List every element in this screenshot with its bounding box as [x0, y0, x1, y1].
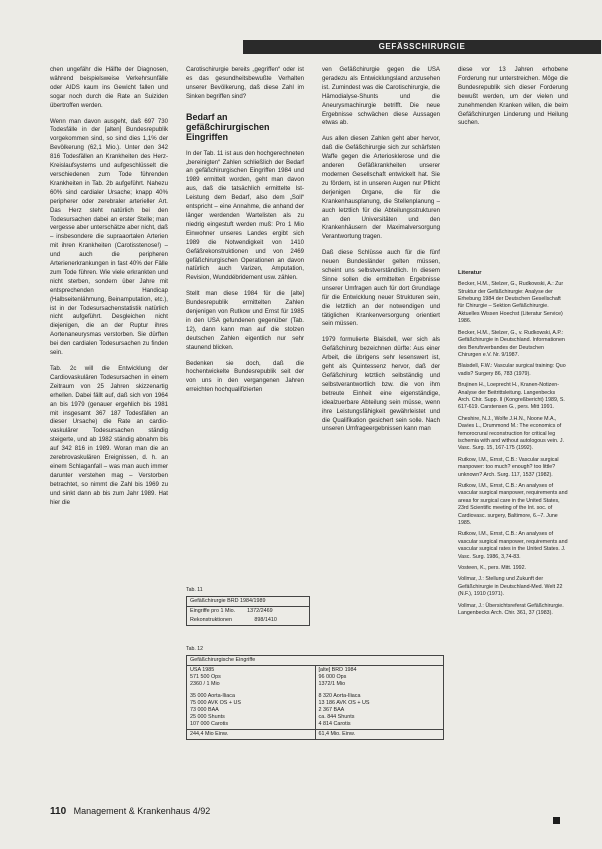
- table-cell: [315, 666, 444, 729]
- text-column-3: [322, 66, 440, 441]
- paragraph: ven Gefäßchirurgie gegen die USA geradezu als Entwicklungsland anzusehen ist. Zumindest was die Carotischirurgie, die Hämodialyse-Shunts und die Aneurysmachirurgie betrifft. Die neue Ergebnisse schwächen diese Aussagen etwas ab.: [322, 66, 440, 127]
- cell-line: ca. 844 Shunts: [318, 714, 355, 720]
- section-header-bar: [243, 40, 601, 54]
- reference-item: Brujinen H., Loeprecht H., Kranen-Notizen-Analyse der Beitrittsleitung. Langenbecks Arch. Chir. Supp. II (Kongreßbericht) 1989, S. 617-619. Carstensen G., pers. Mitt 1991.: [458, 382, 565, 411]
- table-box: [186, 655, 444, 740]
- end-of-article-mark: [553, 817, 560, 824]
- cell-line: 2360 / 1 Mio: [190, 681, 220, 687]
- table-cell: 61,4 Mio. Einw.: [315, 730, 444, 739]
- table-header: Gefäßchirurgische Eingriffe: [187, 656, 443, 666]
- table-row: [187, 729, 443, 739]
- table-label: Tab. 12: [186, 646, 204, 652]
- reference-item: Vollmar, J.: Übersichtsreferat Gefäßchirurgie. Langenbecks Arch. Chir. 361, 37 (1983).: [458, 602, 564, 617]
- spacer: [458, 135, 568, 263]
- paragraph: In der Tab. 11 ist aus den hochgerechneten „bereinigten“ Zahlen schließlich der Bedarf an gefäßchirurgischen Eingriffen 1984 und 1989 ermittelt worden, geht man davon aus, daß die tatsächlich ermittelte Ist-Leistung dem Bedarf, also dem „Soll“ entspricht – eine Annahme, die anhand der länger werdenden Wartelisten als zu niedrig eingestuft werden muß: Pro 1 Mio Einwohner unseres Landes ergibt sich 1989 die Notwendigkeit von 1410 Gefäßrekonstruktionen und von 2469 gefäßchirurgischen Operationen an davon natürlich auch Varizen, Amputation, Revision, Wunddébridement usw. zählen.: [186, 149, 304, 282]
- text-column-2: [186, 66, 304, 402]
- page-footer: [50, 806, 210, 817]
- reference-item: Cheshire, N.J., Wolfe J.H.N., Noone M.A., Davies L., Drummond M.: The economics of femorocrural reconstruction for critical leg ischemia with and without autologous vein. J. Vasc. Surg. 15, 167-175 (1992).: [458, 415, 564, 452]
- paragraph: Wenn man davon ausgeht, daß 697 730 Todesfälle in der [alten] Bundesrepublik vorgekommen sind, so sind dies 1,1% der Bevölkerung (62,1 Mio.). Unter den 342 816 Todesfällen an Krankheiten des Herz-Kreislaufsystems und aufgeschlüsselt die verschiedenen zum Tode führenden Krankheiten in Tab. 2b aufgeführt. Nahezu 60% sind cardialer Ursache; knapp 40% peripherer oder zerebraler arterieller Art. Das Herz steht natürlich bei den Todesursachen dabei an erster Stelle; man vergesse aber unterschätze aber nicht, daß – insbesondere die supraaortalen Arterien mit ihren Krankheiten (Carotisstenose!) – und auch die peripheren Arterienerkrankungen in fast 40% der Fälle zum Tode führen. Wie viele erkrankten und nicht sterben, sondern über Jahre mit entsprechenden Handicap (Halbseitenlähmung, Beinamputation, etc.), ist in der Todesursachenstatistik natürlich nicht aufgeführt. Desgleichen nicht diejenigen, die an der Ruptur ihres Aortenaneurysmas verstorben. Sie dürften bei den cardialen Todesursachen zu finden sein.: [50, 117, 168, 357]
- table-cell: 244,4 Mio Einw.: [190, 731, 229, 737]
- cell-line: 4 814 Carotis: [318, 721, 351, 727]
- cell-line: USA 1985: [190, 667, 215, 673]
- section-title: GEFÄSSCHIRURGIE: [378, 42, 466, 51]
- cell-line: 73 000 BAA: [190, 707, 219, 713]
- cell-line: 8 320 Aorta-Iliaca: [318, 693, 361, 699]
- paragraph: Carotischirurgie bereits „gegriffen“ oder ist es das gesundheitsbewußte Verhalten unserer Bevölkerung, daß diese Zahl im Sinken begriffen sind?: [186, 66, 304, 100]
- reference-item: Blaisdell, F.W.: Vascular surgical training: Quo vadis? Surgery 86, 783 (1979).: [458, 363, 566, 377]
- literature-section: [458, 269, 568, 617]
- reference-item: Rutkow, I.M., Ernst, C.B.: Vascular surgical manpower: too much? enough? too little? unknown? Arch. Surg. 117, 1537 (1982).: [458, 456, 559, 478]
- cell-line: [alte] BRD 1984: [318, 667, 357, 673]
- cell-line: 13 186 AVK OS + US: [318, 700, 370, 706]
- table-cell: [187, 666, 315, 729]
- text-column-4: [458, 66, 568, 622]
- table-row: Rekonstruktionen 898/1410: [190, 617, 277, 623]
- reference-item: Becker, H.M., Stelzer, G., v. Rudkowski, A.P.: Gefäßchirurgie in Deutschland. Informationen des Berufsverbandes der Deutschen Chirurgen e.V. Nr. 9/1987.: [458, 329, 565, 358]
- paragraph: Stellt man diese 1984 für die [alte] Bundesrepublik ermittelten Zahlen denjenigen von Rutkow und Ernst für 1985 in den USA gefundenen gegenüber (Tab. 12), dann kann man auf die stolzen deutschen Zahlen eigentlich nur sehr staunend blicken.: [186, 290, 304, 351]
- table-box: [186, 596, 310, 626]
- table-header: Gefäßchirurgie BRD 1984/1989: [187, 597, 309, 607]
- table-row: Eingriffe pro 1 Mio. 1372/2469: [190, 608, 273, 614]
- table-row: [187, 666, 443, 729]
- paragraph: Bedenken sie doch, daß die hochentwickelte Bundesrepublik seit der von uns in den vergangenen Jahren erreichten hochqualifizierten: [186, 359, 304, 394]
- cell-line: 107 000 Carotis: [190, 721, 229, 727]
- cell-line: 75 000 AVK OS + US: [190, 700, 241, 706]
- reference-item: Vosteen, K., pers. Mitt. 1992.: [458, 565, 527, 572]
- cell-line: 1372/1 Mio: [318, 681, 346, 687]
- paragraph: 1979 formulierte Blaisdell, wer sich als Gefäßchirurg bezeichnen dürfte: Aus einer Arbeit, die übrigens sehr lesenswert ist, geht als Quintessenz hervor, daß der Gefäßchirurg letztlich selbständig und selbstverantwortlich bzw. die von ihm betreute Einheit eine eigenständige, idealzuerbare Abteilung sein müsse, wenn ihre Leistungsfähigkeit gewährleistet und die Qualifikation gesichert sein solle. Nach unseren Umfrageergebnissen kann man: [322, 336, 440, 433]
- paragraph: Daß diese Schlüsse auch für die fünf neuen Bundesländer gelten müssen, scheint uns selbstverständlich. In diesem Sinne sollen die ermittelten Ergebnisse unserer Umfragen auch für dort Grundlage für die Entwicklung neuer Strukturen sein, die letztlich an der notwendigen und tätiglichen Krankenversorgung orientiert sein müssen.: [322, 249, 440, 328]
- paragraph: Aus allen diesen Zahlen geht aber hervor, daß die Gefäßchirurgie sich zur schärfsten Waffe gegen die Arteriosklerose und die anderen Gefäßkrankheiten unserer modernen Gesellschaft entwickelt hat. Sie zu fördern, ist in unseren Augen nur Pflicht derjenigen Organe, die für die Krankenhausplanung, die Stellenplanung – auch letztlich für die Abteilungsstrukturen an den Universitäten und den Krankenhäusern der Maximalversorgung Verantwortung tragen.: [322, 135, 440, 241]
- table-12: [186, 646, 444, 740]
- cell-line: 35 000 Aorta-Iliaca: [190, 693, 235, 699]
- paragraph: chen ungefähr die Hälfte der Diagnosen, während beispielsweise Verkehrsunfälle oder AIDS kaum ins Gewicht fallen und sogar noch durch die Rate an Suiziden übertroffen werden.: [50, 66, 168, 109]
- table-label: Tab. 11: [186, 587, 203, 593]
- reference-item: Rutkow, I.M., Ernst, C.B.: An analyses of vascular surgical manpower, requirements and areas for surgical care in the United States, 23rd Scientific meeting of the Int. soc. of Cardiovasc. surgery, Baltimore, 6.–7. June 1985.: [458, 483, 568, 527]
- paragraph: Tab. 2c will die Entwicklung der Cardiovaskulären Todesursachen in einem Zeitraum von 25 Jahren skizzenartig erhellen. Dabei fällt auf, daß sich von 1964 an bis 1979 (genauer ergehlich bis 1981 mit insgesamt 367 187 Todesfällen an dieser Ursache) die Rate an cardio-vaskulärer Todesursachen ständig steigerte, und ab 1982 ständig abnahm bis auf 342 816 in 1989. Woran man die an zerebrovaskulären Ereignissen, d. h. an einem Schlaganfall – was man auch immer darunter verstehen mag – Verstorben betrachtet, so nimmt die Zahl bis 1969 zu und sinkt dann ab bis zum Jahr 1989. Hat hier die: [50, 365, 168, 506]
- reference-item: Rutkow, I.M., Ernst, C.B.: An analyses of vascular surgical manpower, requirements and vascular surgical rates in the United States. J. Vasc. Surg. 1986, 3,74-83.: [458, 531, 568, 560]
- reference-item: Vollmar, J.: Stellung und Zukunft der Gefäßchirurgie in Deutschland-Med. Welt 22 (N.F.), 1910 (1971).: [458, 576, 563, 598]
- paragraph: diese vor 13 Jahren erhobene Forderung nur unterstreichen. Möge die Bundesrepublik sich dieser Forderung bewußt werden, um der vielen und zunehmenden Kranken willen, die beim Gefäßchirurgen Linderung und Heilung suchen.: [458, 66, 568, 127]
- subheading: Bedarf an gefäßchirurgischen Eingriffen: [186, 111, 270, 142]
- text-column-1: [50, 66, 168, 515]
- cell-line: 96 000 Ops: [318, 674, 347, 680]
- cell-line: 25 000 Shunts: [190, 714, 225, 720]
- table-11: [186, 587, 310, 626]
- literature-heading: Literatur: [458, 270, 482, 277]
- journal-name: Management & Krankenhaus 4/92: [73, 806, 211, 816]
- cell-line: 2 367 BAA: [318, 707, 345, 713]
- page-number: 110: [50, 806, 67, 817]
- reference-item: Becker, H.M., Stelzer, G., Rudkowski, A.: Zur Struktur der Gefäßchirurgie: Analyse der Erhebung 1984 der Deutschen Gesellschaft für Chirurgie – Sektion Gefäßchirurgie. Aktuelles Wissen Hoechst (Literatur Service) 1986.: [458, 281, 564, 325]
- cell-line: 571 500 Ops: [190, 674, 221, 680]
